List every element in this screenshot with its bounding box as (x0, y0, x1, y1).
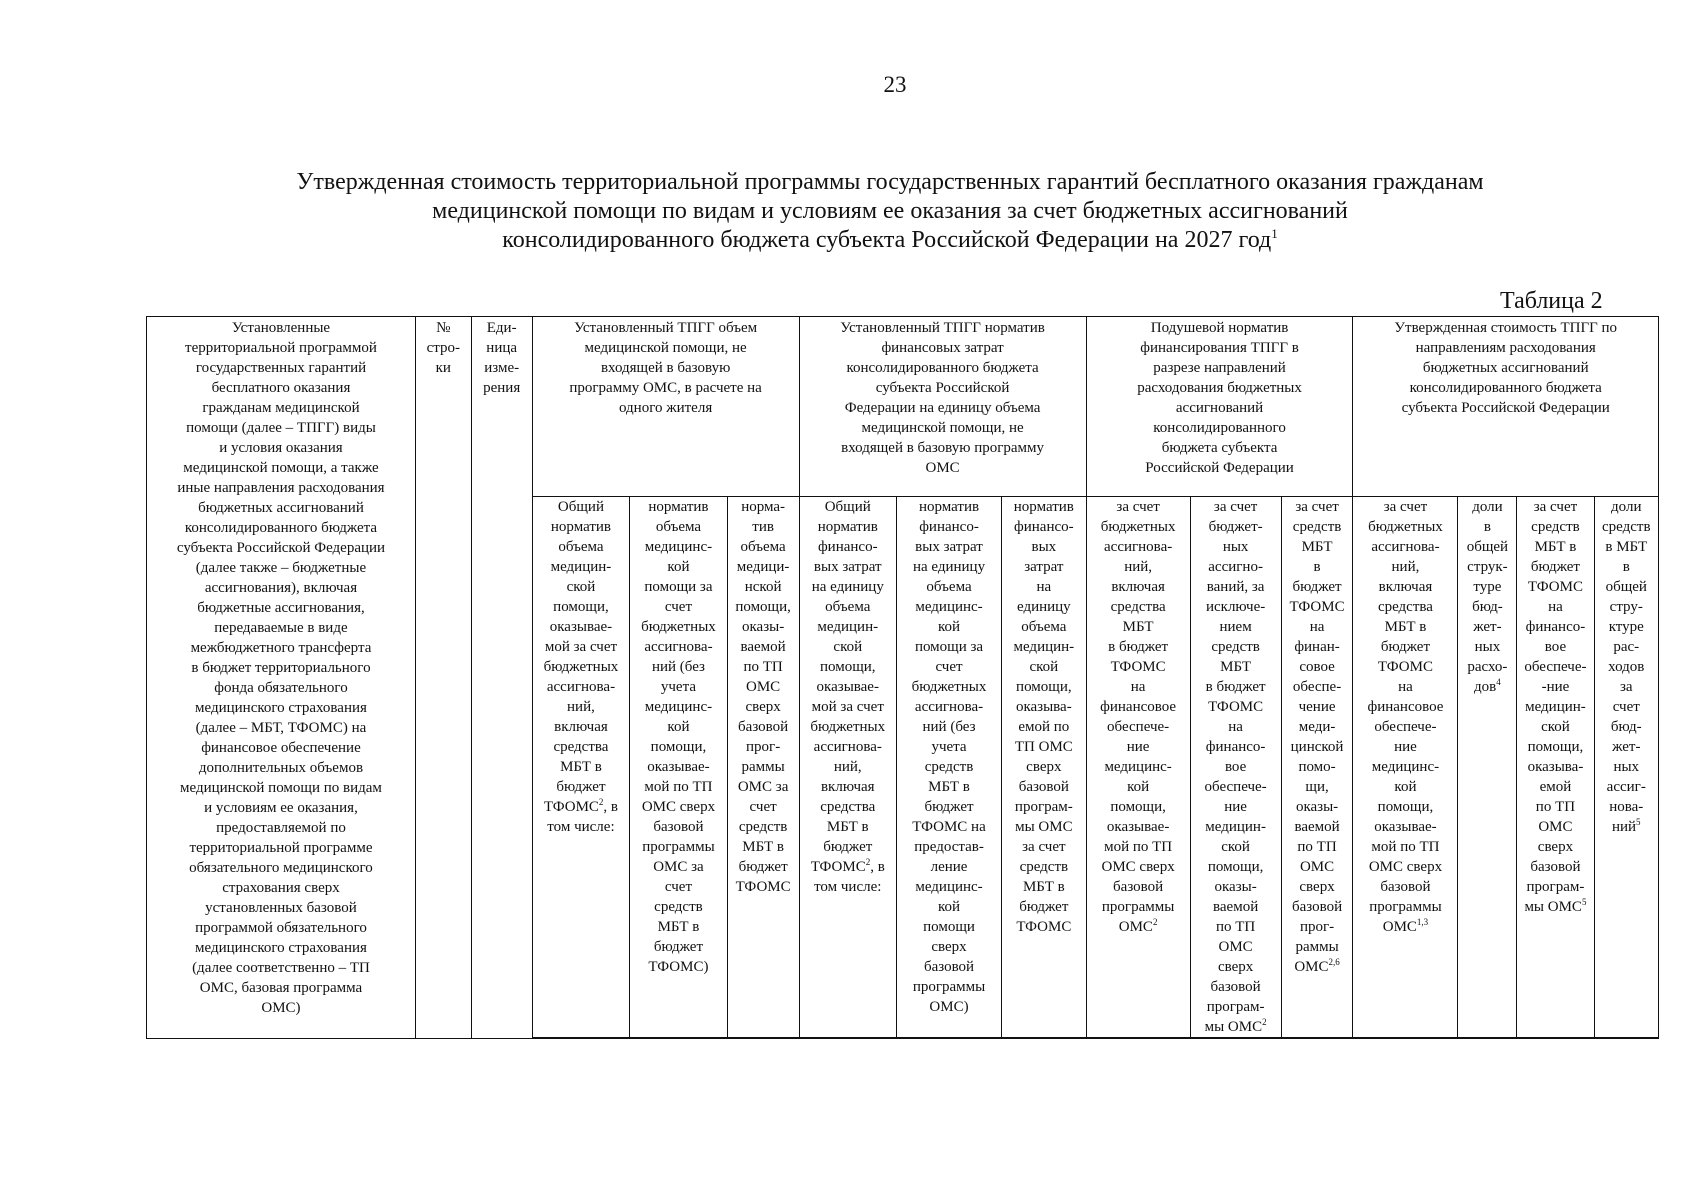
header-g4-mbt-cost (1517, 497, 1594, 1039)
title-line-1: Утвержденная стоимость территориальной программы государственных гарантий бесплатного оказания гражданам (296, 169, 1484, 195)
header-g1-budget-volume: норматив объема медицинс- кой помощи за счет бюджетных ассигнова- ний (без учета медицинс- кой помощи, оказывае- мой по ТП ОМС сверх базовой программы ОМС за счет средств МБТ в бюджет ТФОМС) (630, 497, 728, 1039)
document-title (150, 168, 1630, 255)
header-g4-budget-share-text: доли в общей струк- туре бюд- жет- ных расхо- дов (1466, 499, 1509, 695)
header-g2-total-cost-text: Общий норматив финансо- вых затрат на единицу объема медицин- ской помощи, оказывае- мой за счет бюджетных ассигнова- ний, включая средства МБТ в бюджет ТФОМС (810, 499, 886, 875)
header-g2-total-cost-tail: , в том числе: (814, 859, 885, 895)
footnote-mark: 4 (1496, 677, 1501, 687)
title-line-3 (150, 226, 1630, 255)
footnote-mark: 2 (598, 797, 604, 807)
footnote-mark: 2 (1152, 917, 1158, 927)
header-group-per-capita: Подушевой норматив финансирования ТПГГ в разрезе направлений расходования бюджетных ассигнований консолидированного бюджета субъекта Российской Федерации (1086, 317, 1353, 497)
header-g1-total-volume-tail: , в том числе: (547, 799, 619, 835)
header-g3-budget-incl-mbt (1086, 497, 1190, 1039)
header-g3-budget-excl-mbt (1190, 497, 1281, 1039)
header-g4-mbt-share (1594, 497, 1658, 1039)
header-g4-budget-cost-text: за счет бюджетных ассигнова- ний, включая средства МБТ в бюджет ТФОМС на финансовое обеспече- ние медицинс- кой помощи, оказывае- мой по ТП ОМС сверх базовой программы ОМС (1367, 499, 1444, 935)
header-group-volume: Установленный ТПГГ объем медицинской помощи, не входящей в базовую программу ОМС, в расчете на одного жителя (532, 317, 799, 497)
footnote-mark: 5 (1581, 897, 1587, 907)
header-g4-mbt-cost-text: за счет средств МБТ в бюджет ТФОМС на финансо- вое обеспече- -ние медицин- ской помощи, оказыва- емой по ТП ОМС сверх базовой програм- мы ОМС (1524, 499, 1587, 915)
cost-table (146, 316, 1659, 1039)
header-unit: Еди- ница изме- рения (471, 317, 532, 1039)
header-g1-total-volume (532, 497, 630, 1039)
header-description: Установленные территориальной программой государственных гарантий бесплатного оказания гражданам медицинской помощи (далее – ТПГГ) виды и условия оказания медицинской помощи, а также иные направления расходования бюджетных ассигнований консолидированного бюджета субъекта Российской Федерации (далее также – бюджетные ассигнования), включая бюджетные ассигнования, передаваемые в виде межбюджетного трансферта в бюджет территориального фонда обязательного медицинского страхования (далее – МБТ, ТФОМС) на финансовое обеспечение дополнительных объемов медицинской помощи по видам и условиям ее оказания, предоставляемой по территориальной программе обязательного медицинского страхования сверх установленных базовой программой обязательного медицинского страхования (далее соответственно – ТП ОМС, базовая программа ОМС) (147, 317, 416, 1039)
header-g1-total-volume-text: Общий норматив объема медицин- ской помощи, оказывае- мой за счет бюджетных ассигнова- ний, включая средства МБТ в бюджет ТФОМС (543, 499, 619, 815)
header-g2-mbt-cost: норматив финансо- вых затрат на единицу объема медицин- ской помощи, оказыва- емой по ТП ОМС сверх базовой програм- мы ОМС за счет средств МБТ в бюджет ТФОМС (1002, 497, 1087, 1039)
footnote-mark: 1,3 (1416, 917, 1429, 927)
footnote-mark: 2,6 (1328, 957, 1340, 967)
header-g2-budget-cost: норматив финансо- вых затрат на единицу объема медицинс- кой помощи за счет бюджетных ассигнова- ний (без учета средств МБТ в бюджет ТФОМС на предостав- ление медицинс- кой помощи сверх базовой программы ОМС) (897, 497, 1002, 1039)
header-g3-mbt-funds-text: за счет средств МБТ в бюджет ТФОМС на финан- совое обеспе- чение меди- цинской помо- щи, оказы- ваемой по ТП ОМС сверх базовой прог- раммы ОМС (1289, 499, 1345, 975)
header-g4-mbt-share-text: доли средств в МБТ в общей стру- ктуре рас- ходов за счет бюд- жет- ных ассиг- нова- ний (1601, 499, 1651, 835)
table-label: Таблица 2 (1500, 288, 1603, 314)
header-g4-budget-cost (1353, 497, 1458, 1039)
title-line-3-text: консолидированного бюджета субъекта Российской Федерации на 2027 год (502, 227, 1272, 253)
header-group-approved-cost: Утвержденная стоимость ТПГГ по направлениям расходования бюджетных ассигнований консолидированного бюджета субъекта Российской Федерации (1353, 317, 1659, 497)
header-group-cost-norm: Установленный ТПГГ норматив финансовых затрат консолидированного бюджета субъекта Российской Федерации на единицу объема медицинской помощи, не входящей в базовую программу ОМС (799, 317, 1086, 497)
title-footnote-mark: 1 (1271, 226, 1278, 241)
header-g2-total-cost (799, 497, 897, 1039)
title-line-2: медицинской помощи по видам и условиям ее оказания за счет бюджетных ассигнований (432, 198, 1348, 224)
footnote-mark: 2 (865, 857, 871, 867)
header-g4-budget-share (1458, 497, 1517, 1039)
header-row-number: № стро- ки (415, 317, 471, 1039)
header-g3-mbt-funds (1281, 497, 1353, 1039)
header-g3-budget-incl-mbt-text: за счет бюджетных ассигнова- ний, включая средства МБТ в бюджет ТФОМС на финансовое обеспече- ние медицинс- кой помощи, оказывае- мой по ТП ОМС сверх базовой программы ОМС (1100, 499, 1177, 935)
header-g3-budget-excl-mbt-text: за счет бюджет- ных ассигно- ваний, за исключе- нием средств МБТ в бюджет ТФОМС на финансо- вое обеспече- ние медицин- ской помощи, оказы- ваемой по ТП ОМС сверх базовой програм- мы ОМС (1204, 499, 1267, 1035)
header-g1-mbt-volume: норма- тив объема медици- нской помощи, оказы- ваемой по ТП ОМС сверх базовой прог- раммы ОМС за счет средств МБТ в бюджет ТФОМС (727, 497, 799, 1039)
footnote-mark: 5 (1636, 817, 1641, 827)
page-number: 23 (883, 72, 907, 97)
footnote-mark: 2 (1262, 1017, 1267, 1027)
